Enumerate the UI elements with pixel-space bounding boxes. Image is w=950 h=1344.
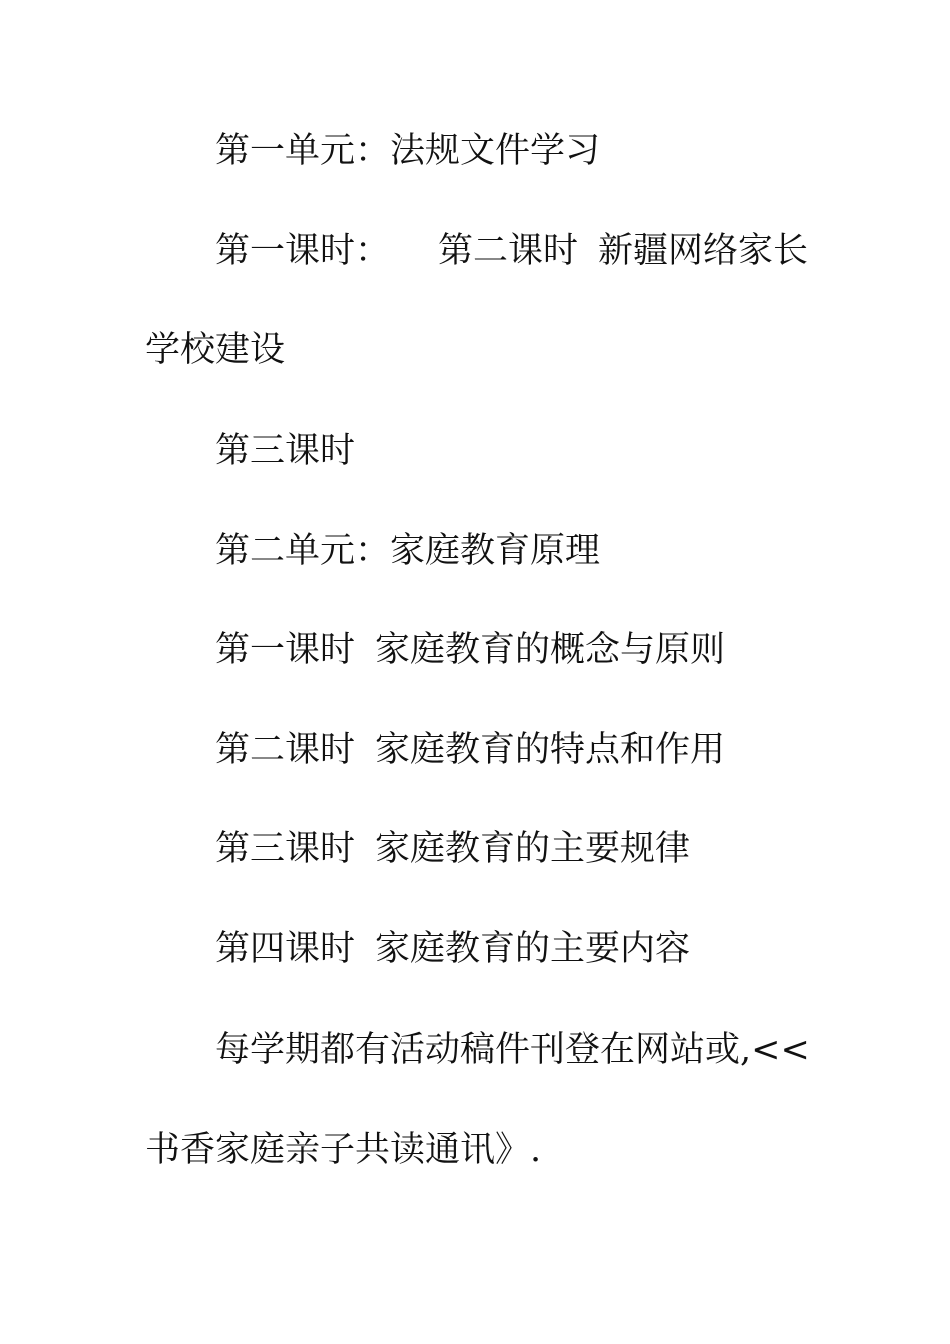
closing-line-2: 书香家庭亲子共读通讯》.: [145, 1130, 542, 1170]
unit1-heading: 第一单元：法规文件学习: [215, 131, 601, 171]
unit2-lesson-4: [215, 929, 690, 969]
unit2-heading: 第二单元：家庭教育原理: [215, 531, 601, 571]
unit1-lesson2-title-part1: 新疆网络家长: [598, 231, 809, 271]
lesson-title: 家庭教育的概念与原则: [375, 630, 726, 670]
lesson-title: 家庭教育的主要内容: [375, 929, 691, 969]
lesson-label: 第二课时: [215, 730, 356, 770]
lesson-title: 家庭教育的主要规律: [375, 829, 691, 869]
lesson-label: 第四课时: [215, 929, 356, 969]
unit1-lesson2-label: 第二课时: [438, 231, 579, 271]
lesson-label: 第三课时: [215, 829, 356, 869]
unit1-lesson1-label: 第一课时：: [215, 231, 391, 271]
unit1-lesson2-title-part2: 学校建设: [145, 330, 286, 370]
unit2-lesson-1: [215, 630, 725, 670]
lesson-label: 第一课时: [215, 630, 356, 670]
unit2-lesson-3: [215, 829, 690, 869]
closing-line-1: 每学期都有活动稿件刊登在网站或,<<: [215, 1030, 810, 1070]
unit1-lesson-line: [215, 231, 808, 271]
unit1-lesson3-label: 第三课时: [215, 431, 356, 471]
unit2-lesson-2: [215, 730, 725, 770]
lesson-title: 家庭教育的特点和作用: [375, 730, 726, 770]
